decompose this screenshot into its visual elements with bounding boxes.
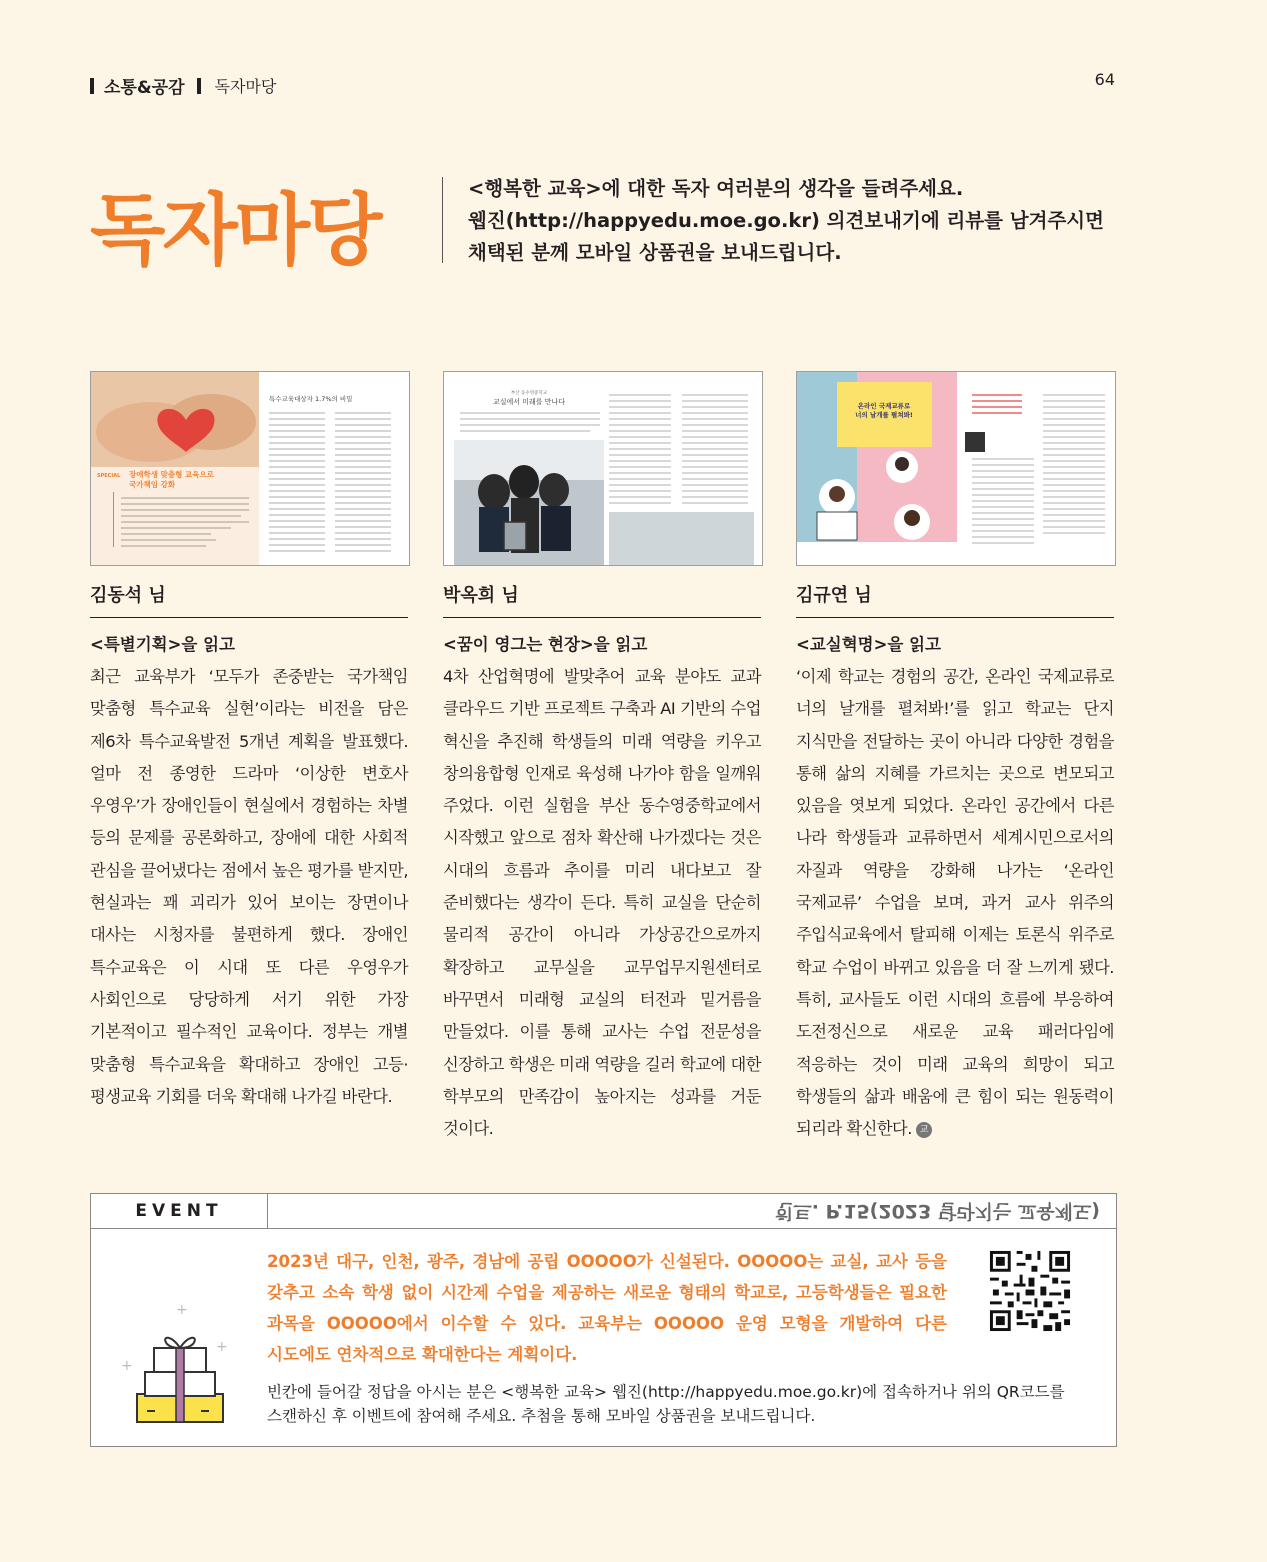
event-header — [91, 1194, 1116, 1229]
event-question: 2023년 대구, 인천, 광주, 경남에 공립 OOOOO가 신설된다. OOOOO는 교실, 교사 등을 갖추고 소속 학생 없이 시간제 수업을 제공하는 새로운 형태의 학교로, 고등학생들은 필요한 과목을 OOOOO에서 이수할 수 있다. 교육부는 OOOOO 운영 모형을 개발하여 다른 시도에도 연차적으로 확대한다는 계획이다. — [267, 1252, 947, 1364]
qr-code-icon[interactable] — [987, 1248, 1073, 1334]
section-label: 소통&공감 — [104, 78, 185, 98]
header-bar — [90, 78, 94, 94]
thumbnail-classroom-image — [797, 372, 1115, 565]
thumbnail-heading — [839, 402, 929, 420]
thumbnail-special-image — [91, 372, 409, 565]
reviewer-name: 김규연 님 — [796, 581, 1114, 618]
review-column — [90, 581, 408, 1113]
review-column — [796, 581, 1114, 1145]
event-hint: 힌트. P.15(2023 달라지는 교육제도) — [775, 1200, 1100, 1222]
event-label: EVENT — [91, 1194, 268, 1228]
review-article-title: <교실혁명>을 읽고 — [796, 635, 941, 654]
review-body: 최근 교육부가 ‘모두가 존중받는 국가책임 맞춤형 특수교육 실현’이라는 비전을 담은 제6차 특수교육발전 5개년 계획을 발표했다. 얼마 전 종영한 드라마 ‘이상한 변호사 우영우’가 장애인들이 현실에서 경험하는 차별 등의 문제를 공론화하고, 장애에 대한 사회적 관심을 끌어냈다는 점에서 높은 평가를 받지만, 현실과는 꽤 괴리가 있어 보이는 장면이나 대사는 시청자를 불편하게 했다. 장애인 특수교육은 이 시대 또 다른 우영우가 사회인으로 당당하게 서기 위한 가장 기본적이고 필수적인 교육이다. 정부는 개별 맞춤형 특수교육을 확대하고 장애인 고등·평생교육 기회를 더욱 확대해 나가길 바란다. — [90, 667, 408, 1106]
thumbnail-heading: 교실에서 미래를 만나다 — [492, 398, 566, 406]
thumbnail-heading-line: 온라인 국제교류로 — [857, 402, 911, 410]
article-thumbnail-field — [443, 371, 763, 566]
svg-text:+: + — [176, 1304, 188, 1318]
section-header — [90, 73, 276, 98]
gift-box-icon — [121, 1304, 261, 1434]
review-column — [443, 581, 761, 1145]
page-title: 독자마당 — [90, 186, 380, 276]
reviewer-name: 박옥희 님 — [443, 581, 761, 618]
thumbnail-heading-line: 너의 날개를 펼쳐봐! — [855, 411, 913, 419]
event-box — [90, 1193, 1117, 1447]
review-body: 4차 산업혁명에 발맞추어 교육 분야도 교과 클라우드 기반 프로젝트 구축과 AI 기반의 수업 혁신을 추진해 학생들의 미래 역량을 키우고 창의융합형 인재로 육성해 나가야 함을 일깨워 주었다. 이런 실험을 부산 동수영중학교에서 시작했고 앞으로 점차 확산해 나가겠다는 것은 시대의 흐름과 추이를 미리 내다보고 잘 준비했다는 생각이 든다. 특히 교실을 단순히 물리적 공간이 아니라 가상공간으로까지 확장하고 교무실을 교무업무지원센터로 바꾸면서 미래형 교실의 터전과 밑거름을 만들었다. 이를 통해 교사는 수업 전문성을 신장하고 학생은 미래 역량을 길러 학교에 대한 학부모의 만족감이 높아지는 성과를 거둔 것이다. — [443, 667, 761, 1139]
article-thumbnail-classroom — [796, 371, 1116, 566]
review-article-title: <꿈이 영그는 현장>을 읽고 — [443, 635, 648, 654]
intro-line: <행복한 교육>에 대한 독자 여러분의 생각을 들려주세요. — [468, 177, 964, 200]
end-mark-icon: 교 — [916, 1122, 932, 1138]
intro-line: 채택된 분께 모바일 상품권을 보내드립니다. — [468, 241, 842, 264]
article-thumbnail-special — [90, 371, 410, 566]
review-body-text: ‘이제 학교는 경험의 공간, 온라인 국제교류로 너의 날개를 펼쳐봐!’를 읽고 학교는 단지 지식만을 전달하는 곳이 아니라 다양한 경험을 통해 삶의 지혜를 가르치는 곳으로 변모되고 있음을 엿보게 되었다. 온라인 공간에서 다른 나라 학생들과 교류하면서 세계시민으로서의 자질과 역량을 강화해 나가는 ‘온라인 국제교류’ 수업을 보며, 과거 교사 위주의 주입식교육에서 탈피해 이제는 토론식 위주로 학교 수업이 바뀌고 있음을 더 잘 느끼게 됐다. 특히, 교사들도 이런 시대의 흐름에 부응하여 도전정신으로 새로운 교육 패러다임에 적응하는 것이 미래 교육의 희망이 되고 학생들의 삶과 배움에 큰 힘이 되는 원동력이 되리라 확신한다. — [796, 667, 1114, 1139]
header-bar — [197, 78, 201, 94]
intro-text — [468, 173, 1104, 269]
review-body — [796, 661, 1114, 1145]
svg-text:+: + — [121, 1358, 133, 1374]
thumbnail-heading-small: 부산 동수영중학교 — [510, 391, 548, 396]
thumbnail-heading — [129, 470, 214, 490]
thumbnail-tag: SPECIAL — [97, 473, 121, 479]
reviewer-name: 김동석 님 — [90, 581, 408, 618]
thumbnail-heading-line: 국가책임 강화 — [129, 480, 176, 489]
subsection-label: 독자마당 — [214, 77, 277, 96]
thumbnail-heading-line: 장애학생 맞춤형 교육으로 — [129, 470, 214, 479]
svg-text:+: + — [216, 1339, 228, 1355]
review-article-title: <특별기획>을 읽고 — [90, 635, 235, 654]
page-number: 64 — [1094, 70, 1115, 89]
thumbnail-right-title: 특수교육대상자 1.7%의 비밀 — [269, 395, 353, 403]
divider — [442, 177, 443, 263]
intro-line: 웹진(http://happyedu.moe.go.kr) 의견보내기에 리뷰를 남겨주시면 — [468, 209, 1104, 232]
event-instruction: 빈칸에 들어갈 정답을 아시는 분은 <행복한 교육> 웹진(http://happyedu.moe.go.kr)에 접속하거나 위의 QR코드를 스캔하신 후 이벤트에 참여해 주세요. 추첨을 통해 모바일 상품권을 보내드립니다. — [267, 1383, 1065, 1425]
